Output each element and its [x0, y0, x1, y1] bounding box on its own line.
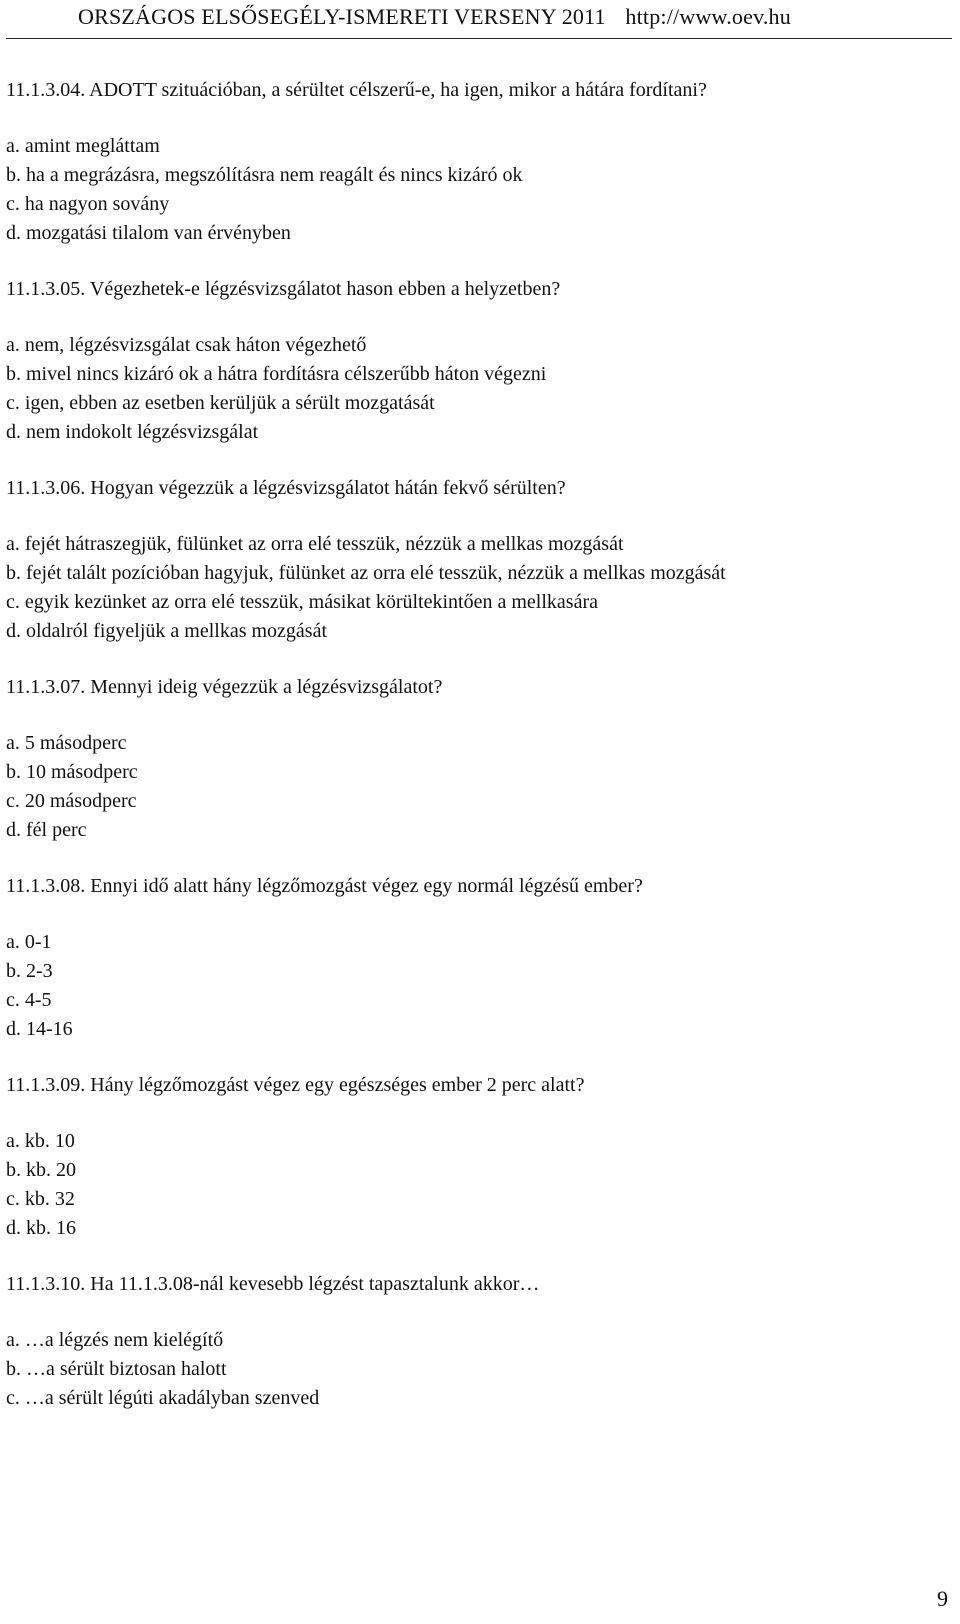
option-item: b. mivel nincs kizáró ok a hátra fordításra célszerűbb háton végezni	[6, 363, 547, 385]
option-item: b. 2-3	[6, 960, 53, 982]
option-list	[6, 729, 946, 845]
question-list	[6, 76, 946, 1440]
header-title: ORSZÁGOS ELSŐSEGÉLY-ISMERETI VERSENY 2011	[78, 4, 606, 29]
question-block	[6, 76, 946, 248]
option-list	[6, 331, 946, 447]
question-block	[6, 1071, 946, 1243]
question-text: 11.1.3.10. Ha 11.1.3.08-nál kevesebb légzést tapasztalunk akkor…	[6, 1273, 540, 1295]
question-text: 11.1.3.08. Ennyi idő alatt hány légzőmozgást végez egy normál légzésű ember?	[6, 875, 643, 897]
option-item: c. igen, ebben az esetben kerüljük a sérült mozgatását	[6, 392, 435, 414]
option-list	[6, 928, 946, 1044]
option-list	[6, 530, 946, 646]
option-item: d. mozgatási tilalom van érvényben	[6, 222, 291, 244]
question-text: 11.1.3.06. Hogyan végezzük a légzésvizsgálatot hátán fekvő sérülten?	[6, 477, 566, 499]
question-block	[6, 673, 946, 845]
option-list	[6, 132, 946, 248]
option-item: a. amint megláttam	[6, 135, 160, 157]
option-item: c. ha nagyon sovány	[6, 193, 170, 215]
option-item: b. 10 másodperc	[6, 761, 138, 783]
question-block	[6, 474, 946, 646]
option-item: b. kb. 20	[6, 1159, 76, 1181]
header-url[interactable]: http://www.oev.hu	[625, 4, 791, 29]
option-item: a. 0-1	[6, 931, 52, 953]
question-block	[6, 872, 946, 1044]
question-block	[6, 1270, 946, 1413]
option-item: d. kb. 16	[6, 1217, 76, 1239]
option-item: a. fejét hátraszegjük, fülünket az orra elé tesszük, nézzük a mellkas mozgását	[6, 533, 624, 555]
option-item: a. …a légzés nem kielégítő	[6, 1329, 224, 1351]
option-list	[6, 1326, 946, 1413]
question-text: 11.1.3.09. Hány légzőmozgást végez egy egészséges ember 2 perc alatt?	[6, 1074, 585, 1096]
page-number: 9	[937, 1586, 948, 1611]
option-item: c. 4-5	[6, 989, 52, 1011]
question-text: 11.1.3.04. ADOTT szituációban, a sérültet célszerű-e, ha igen, mikor a hátára fordítani?	[6, 79, 707, 101]
option-item: c. 20 másodperc	[6, 790, 137, 812]
option-item: a. kb. 10	[6, 1130, 75, 1152]
option-item: c. …a sérült légúti akadályban szenved	[6, 1387, 320, 1409]
option-list	[6, 1127, 946, 1243]
option-item: b. fejét talált pozícióban hagyjuk, fülünket az orra elé tesszük, nézzük a mellkas mozgását	[6, 562, 726, 584]
page-header	[0, 4, 960, 30]
option-item: c. egyik kezünket az orra elé tesszük, másikat körültekintően a mellkasára	[6, 591, 598, 613]
option-item: b. ha a megrázásra, megszólításra nem reagált és nincs kizáró ok	[6, 164, 523, 186]
header-divider	[6, 38, 952, 39]
question-text: 11.1.3.07. Mennyi ideig végezzük a légzésvizsgálatot?	[6, 676, 443, 698]
option-item: d. fél perc	[6, 819, 87, 841]
option-item: b. …a sérült biztosan halott	[6, 1358, 227, 1380]
option-item: d. 14-16	[6, 1018, 73, 1040]
option-item: d. nem indokolt légzésvizsgálat	[6, 421, 259, 443]
option-item: a. nem, légzésvizsgálat csak háton végezhető	[6, 334, 367, 356]
option-item: c. kb. 32	[6, 1188, 75, 1210]
option-item: d. oldalról figyeljük a mellkas mozgását	[6, 620, 328, 642]
question-text: 11.1.3.05. Végezhetek-e légzésvizsgálatot hason ebben a helyzetben?	[6, 278, 561, 300]
question-block	[6, 275, 946, 447]
option-item: a. 5 másodperc	[6, 732, 127, 754]
